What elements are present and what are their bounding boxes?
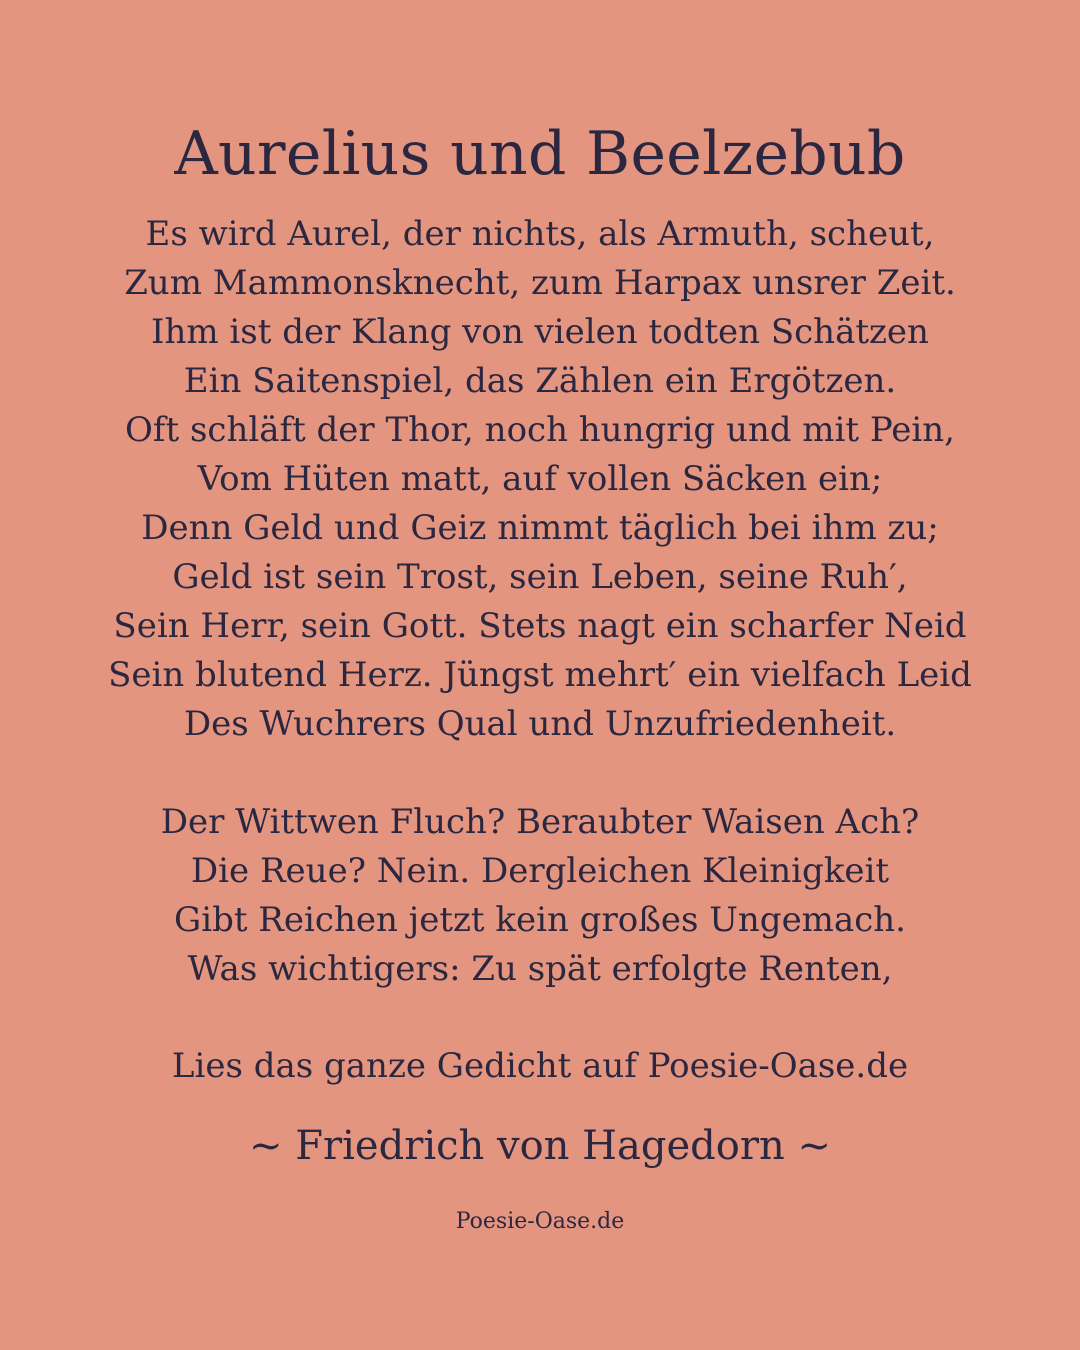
poem-line: Geld ist sein Trost, sein Leben, seine Ruh′, [172, 557, 908, 597]
read-full-poem-text: Lies das ganze Gedicht auf Poesie-Oase.de [171, 1046, 909, 1086]
poem-line: Sein blutend Herz. Jüngst mehrt′ ein vielfach Leid [108, 655, 972, 695]
poem-line: Ein Saitenspiel, das Zählen ein Ergötzen. [183, 361, 897, 401]
stanza-1 [0, 210, 1080, 749]
poem-line: Was wichtigers: Zu spät erfolgte Renten, [187, 949, 893, 989]
poem-line: Die Reue? Nein. Dergleichen Kleinigkeit [190, 851, 890, 891]
stanza-2 [0, 798, 1080, 994]
poem-line: Zum Mammonsknecht, zum Harpax unsrer Zeit. [124, 263, 956, 303]
poem-line: Denn Geld und Geiz nimmt täglich bei ihm zu; [141, 508, 939, 548]
poem-line: Gibt Reichen jetzt kein großes Ungemach. [174, 900, 906, 940]
poem-line: Des Wuchrers Qual und Unzufriedenheit. [183, 704, 897, 744]
poem-line: Ihm ist der Klang von vielen todten Schätzen [151, 312, 929, 352]
site-watermark: Poesie-Oase.de [455, 1209, 625, 1234]
author-name: ~ Friedrich von Hagedorn ~ [249, 1123, 831, 1169]
poem-line: Sein Herr, sein Gott. Stets nagt ein scharfer Neid [113, 606, 967, 646]
poem-title: Aurelius und Beelzebub [174, 119, 906, 189]
poem-body [0, 210, 1080, 994]
poem-line: Es wird Aurel, der nichts, als Armuth, scheut, [145, 214, 935, 254]
poem-line: Vom Hüten matt, auf vollen Säcken ein; [197, 459, 883, 499]
poem-line: Oft schläft der Thor, noch hungrig und mit Pein, [125, 410, 955, 450]
poem-line: Der Wittwen Fluch? Beraubter Waisen Ach? [160, 802, 920, 842]
